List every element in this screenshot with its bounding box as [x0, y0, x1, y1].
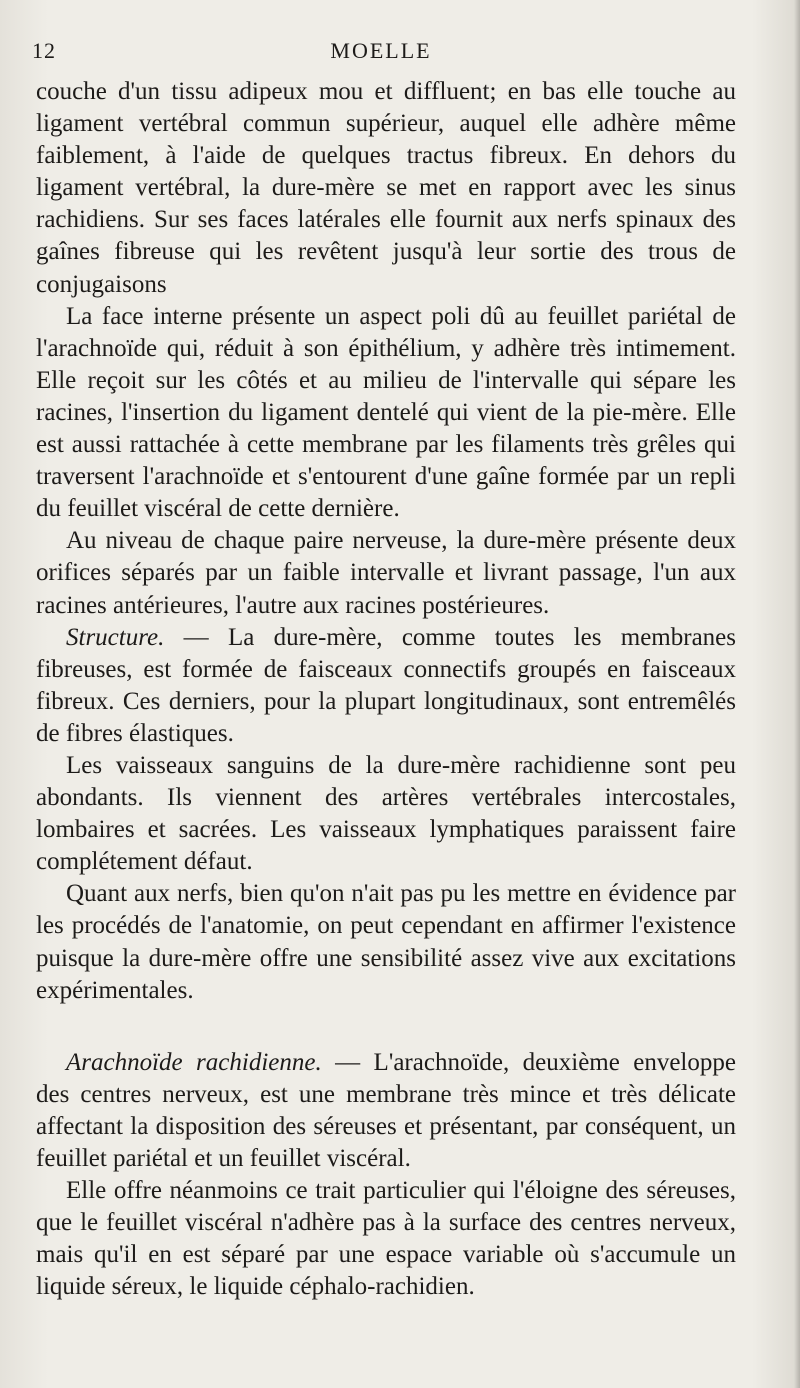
- page-header: [32, 38, 730, 68]
- paragraph-structure: [36, 622, 736, 750]
- page-number: 12: [32, 38, 56, 63]
- paragraph-face-interne: La face interne présente un aspect poli dû au feuillet pariétal de l'arachnoïde qui, réduit à son épithélium, y adhère très intimement. Elle reçoit sur les côtés et au milieu de l'intervalle qui sépare les racines, l'insertion du ligament dentelé qui vient de la pie-mère. Elle est aussi rattachée à cette membrane par les filaments très grêles qui traversent l'arachnoïde et s'entourent d'une gaîne formée par un repli du feuillet viscéral de cette dernière.: [36, 302, 736, 523]
- paragraph-arachnoide: [36, 1047, 736, 1175]
- section-lead-arachnoide: Arachnoïde rachidienne.: [66, 1048, 322, 1076]
- paragraph-structure-text: — La dure-mère, comme toutes les membranes fibreuses, est formée de faisceaux connectifs groupés en faisceaux fibreux. Ces derniers, pour la plupart longitudinaux, sont entremêlés de fibres élastiques.: [36, 623, 736, 747]
- paragraph-nerfs: Quant aux nerfs, bien qu'on n'ait pas pu les mettre en évidence par les procédés de l'anatomie, on peut cependant en affirmer l'existence puisque la dure-mère offre une sensibilité assez vive aux excitations expérimentales.: [36, 880, 736, 1004]
- page-body: [36, 76, 736, 1303]
- section-lead-structure: Structure.: [66, 623, 165, 651]
- paragraph-orifices: Au niveau de chaque paire nerveuse, la dure-mère présente deux orifices séparés par un faible intervalle et livrant passage, l'un aux racines antérieures, l'autre aux racines postérieures.: [36, 527, 736, 619]
- running-head: MOELLE: [330, 38, 432, 63]
- section-gap: [36, 1007, 736, 1047]
- paragraph-continuation: couche d'un tissu adipeux mou et diffluent; en bas elle touche au ligament vertébral commun supérieur, auquel elle adhère même faiblement, à l'aide de quelques tractus fibreux. En dehors du ligament vertébral, la dure-mère se met en rapport avec les sinus rachidiens. Sur ses faces latérales elle fournit aux nerfs spinaux des gaînes fibreuse qui les revêtent jusqu'à leur sortie des trous de conjugaisons: [36, 78, 736, 298]
- paragraph-vaisseaux: Les vaisseaux sanguins de la dure-mère rachidienne sont peu abondants. Ils viennent des artères vertébrales intercostales, lombaires et sacrées. Les vaisseaux lymphatiques paraissent faire complétement défaut.: [36, 751, 736, 876]
- paragraph-arachnoide-text: — L'arachnoïde, deuxième enveloppe des centres nerveux, est une membrane très mince et très délicate affectant la disposition des séreuses et présentant, par conséquent, un feuillet pariétal et un feuillet viscéral.: [36, 1048, 736, 1172]
- page-edge-shadow: [794, 0, 800, 1388]
- paragraph-liquide: Elle offre néanmoins ce trait particulier qui l'éloigne des séreuses, que le feuillet viscéral n'adhère pas à la surface des centres nerveux, mais qu'il en est séparé par une espace variable où s'accumule un liquide séreux, le liquide céphalo-rachidien.: [36, 1177, 736, 1301]
